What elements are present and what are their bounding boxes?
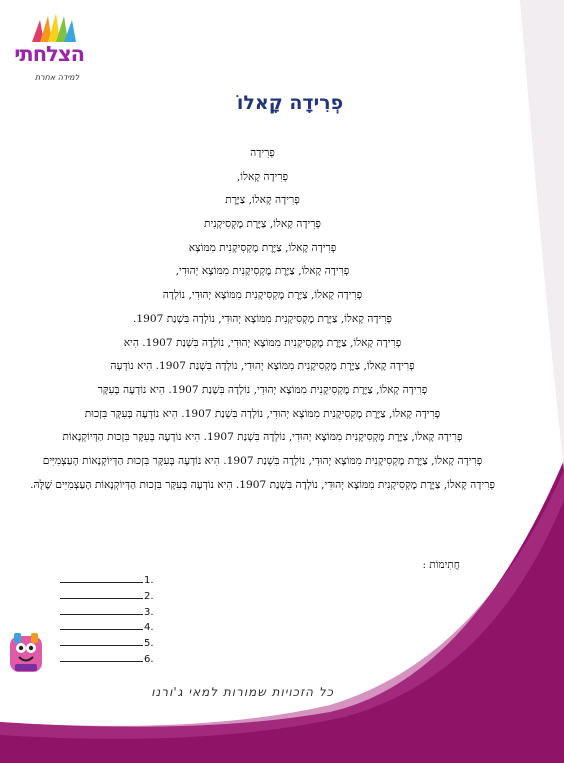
pyramid-line: פְרִידָה קָאלוֹ, צַיֶּרֶת מֶקְסִיקָנִית מִמּוֹצָא יְהוּדִי, נוֹלְדָה בִּשְׁנַת 1907. הִיא נוֹדְעָה בְּעִקָּר בִּזְכוּת הַדְּיוֹקְנָאוֹת הָעַצְמִיִּים שֶׁלָּהּ. [30,478,495,491]
pyramid-line: פְרִידָה קָאלוֹ, צַיֶּרֶת מֶקְסִיקָנִית מִמּוֹצָא יְהוּדִי, [175,265,350,278]
signature-line[interactable] [60,619,154,635]
signature-number: 3. [144,606,154,618]
signature-line[interactable] [60,572,154,588]
pyramid-line: פְרִידָה קָאלוֹ, צַיֶּרֶת מֶקְסִיקָנִית מִמּוֹצָא יְהוּדִי, נוֹלְדָה בִּשְׁנַת 1907. הִיא נוֹדְעָה בְּעִקָּר בִּזְכוּת [84,407,441,420]
pyramid-line: פְרִידָה קָאלוֹ, צַיֶּרֶת מֶקְסִיקָנִית [204,218,321,231]
page-title: פְרִידָה קָאלוֹ [236,92,344,114]
signature-number: 4. [144,622,154,634]
signature-line[interactable] [60,604,154,620]
pyramid-line: פְרִידָה קָאלוֹ, צַיֶּרֶת מֶקְסִיקָנִית מִמּוֹצָא יְהוּדִי, נוֹלְדָה בִּשְׁנַת 1907. הִיא נוֹדְעָה בְּעִקָּר [97,383,428,396]
signature-blank[interactable] [60,635,143,646]
pyramid-line: פְרִידָה [250,147,275,159]
pyramid-line: פְרִידָה קָאלוֹ, צַיֶּרֶת מֶקְסִיקָנִית מִמּוֹצָא יְהוּדִי, נוֹלְדָה בִּשְׁנַת 1907. הִיא נוֹדְעָה בְּעִקָּר בִּזְכוּת הַדְּיוֹקְנָאוֹת [62,431,463,444]
pyramid-line: פְרִידָה קָאלוֹ, צַיֶּרֶת [225,194,300,207]
pyramid-line: פְרִידָה קָאלוֹ, צַיֶּרֶת מֶקְסִיקָנִית מִמּוֹצָא יְהוּדִי, נוֹלְדָה בִּשְׁנַת 1907. [133,312,392,325]
signature-line[interactable] [60,588,154,604]
signature-number: 5. [144,638,154,650]
signature-lines [60,572,154,667]
signature-line[interactable] [60,635,154,651]
signatures-title: חֲתִימוֹת : [422,559,460,571]
pyramid-line: פְרִידָה קָאלוֹ, צַיֶּרֶת מֶקְסִיקָנִית מִמּוֹצָא יְהוּדִי, נוֹלְדָה [162,289,363,302]
signature-number: 1. [144,575,154,586]
signature-blank[interactable] [60,604,143,615]
pyramid-line: פְרִידָה קָאלוֹ, צַיֶּרֶת מֶקְסִיקָנִית מִמּוֹצָא יְהוּדִי, נוֹלְדָה בִּשְׁנַת 1907. הִיא [123,336,402,349]
signature-blank[interactable] [60,619,143,630]
pyramid-line: פְרִידָה קָאלוֹ, צַיֶּרֶת מֶקְסִיקָנִית מִמּוֹצָא יְהוּדִי, נוֹלְדָה בִּשְׁנַת 1907. הִיא נוֹדְעָה בְּעִקָּר בִּזְכוּת הַדְּיוֹקְנָאוֹת הָעַצְמִיִּים [42,454,483,467]
signature-blank[interactable] [60,651,143,662]
pyramid-line: פְרִידָה קָאלוֹ, צַיֶּרֶת מֶקְסִיקָנִית מִמּוֹצָא יְהוּדִי, נוֹלְדָה בִּשְׁנַת 1907. הִיא נוֹדְעָה [110,360,415,373]
site-logo [14,10,84,82]
signature-blank[interactable] [60,572,143,583]
signature-line[interactable] [60,651,154,667]
pyramid-line: פְרִידָה קָאלוֹ, צַיֶּרֶת מֶקְסִיקָנִית מִמּוֹצָא [188,241,337,254]
signature-number: 2. [144,590,154,602]
mascot-icon [6,630,46,676]
signature-blank[interactable] [60,588,143,599]
pyramid-line: פְרִידָה קָאלוֹ, [236,170,289,183]
copyright-footer: כל הזכויות שמורות למאי ג'ורנו [151,685,334,699]
logo-tagline: למידה אחרת [34,73,80,82]
signature-number: 6. [144,653,154,665]
text-pyramid [0,142,525,497]
logo-name: הצלחתי [14,42,84,66]
